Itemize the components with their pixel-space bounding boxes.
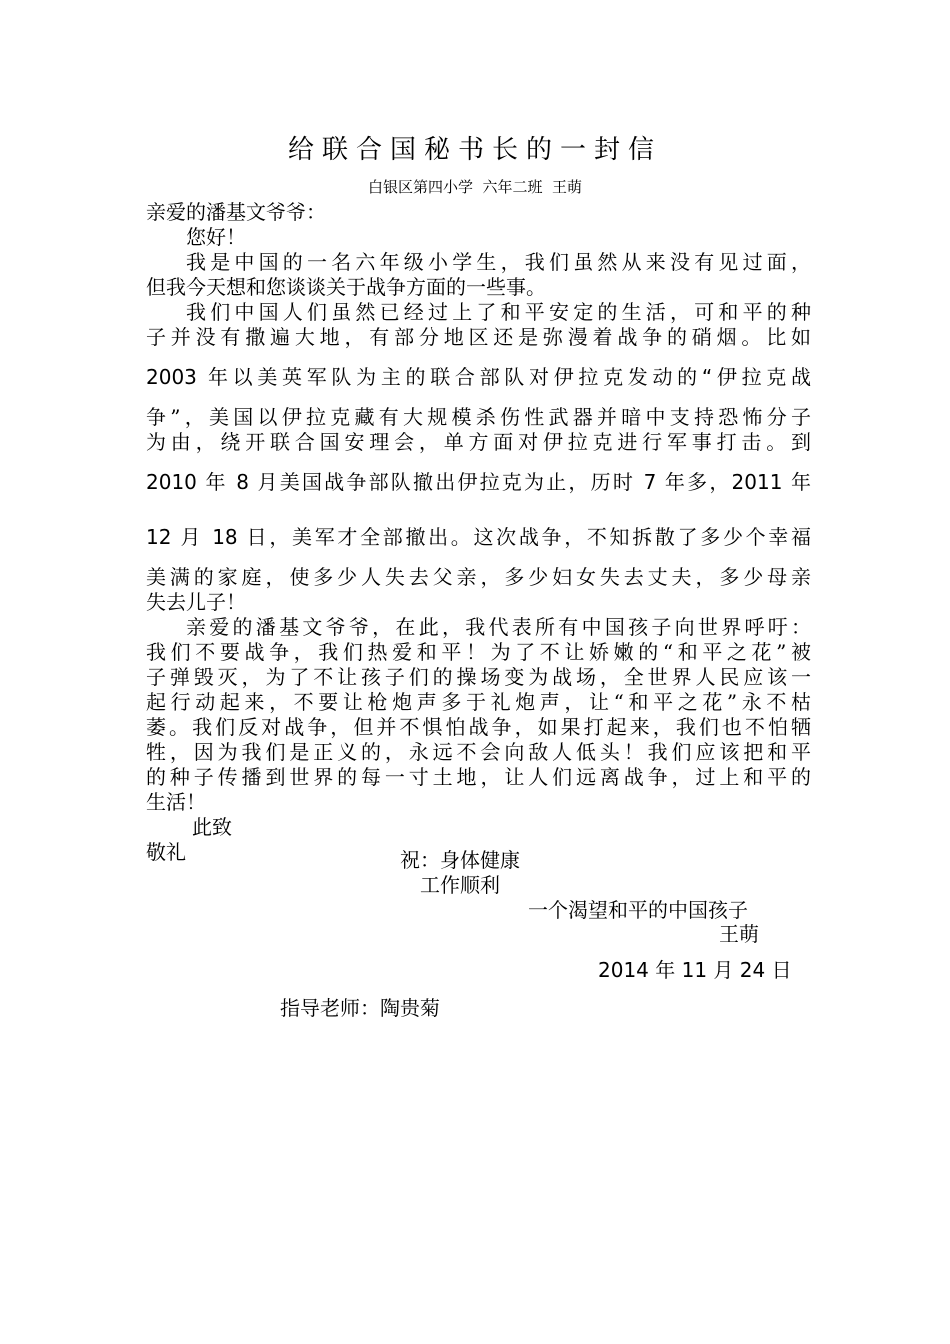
paragraph-line: 萎。我们反对战争，但并不惧怕战争，如果打起来，我们也不怕牺 xyxy=(146,715,811,739)
paragraph-line: 2003 年以美英军队为主的联合部队对伊拉克发动的“伊拉克战 xyxy=(146,365,811,389)
letter-greeting: 亲爱的潘基文爷爷： xyxy=(146,200,326,224)
paragraph-line: 子弹毁灭，为了不让孩子们的操场变为战场，全世界人民应该一 xyxy=(146,665,811,689)
letter-body xyxy=(146,200,811,865)
paragraph-line: 我是中国的一名六年级小学生，我们虽然从来没有见过面， xyxy=(186,250,811,274)
wish-work: 工作顺利 xyxy=(420,873,500,897)
paragraph-line: 2010 年 8 月美国战争部队撤出伊拉克为止，历时 7 年多，2011 年 xyxy=(146,470,811,494)
letter-title: 给联合国秘书长的一封信 xyxy=(287,135,662,165)
paragraph-line: 子并没有撒遍大地，有部分地区还是弥漫着战争的硝烟。比如 xyxy=(146,325,811,349)
teacher-credit: 指导老师：陶贵菊 xyxy=(280,996,440,1020)
paragraph-line: 亲爱的潘基文爷爷，在此，我代表所有中国孩子向世界呼吁： xyxy=(186,615,811,639)
paragraph-line: 起行动起来，不要让枪炮声多于礼炮声，让“和平之花”永不枯 xyxy=(146,690,811,714)
paragraph-line: 我们不要战争，我们热爱和平！为了不让娇嫩的“和平之花”被 xyxy=(146,640,811,664)
wish-health: 祝：身体健康 xyxy=(400,848,520,872)
paragraph-line: 为由，绕开联合国安理会，单方面对伊拉克进行军事打击。到 xyxy=(146,430,811,454)
closing-jing-li: 敬礼 xyxy=(146,840,186,864)
letter-hello: 您好！ xyxy=(186,225,246,249)
paragraph-line: 但我今天想和您谈谈关于战争方面的一些事。 xyxy=(146,275,546,299)
paragraph-line: 我们中国人们虽然已经过上了和平安定的生活，可和平的种 xyxy=(186,300,811,324)
paragraph-line: 12 月 18 日，美军才全部撤出。这次战争，不知拆散了多少个幸福 xyxy=(146,525,811,549)
paragraph-line: 失去儿子！ xyxy=(146,590,246,614)
letter-byline: 白银区第四小学 六年二班 王萌 xyxy=(367,178,583,196)
paragraph-line: 牲，因为我们是正义的，永远不会向敌人低头！我们应该把和平 xyxy=(146,740,811,764)
paragraph-line: 争”，美国以伊拉克藏有大规模杀伤性武器并暗中支持恐怖分子 xyxy=(146,405,811,429)
signature-name: 王萌 xyxy=(719,922,759,946)
paragraph-line: 生活！ xyxy=(146,790,206,814)
paragraph-line: 的种子传播到世界的每一寸土地，让人们远离战争，过上和平的 xyxy=(146,765,811,789)
letter-date: 2014 年 11 月 24 日 xyxy=(598,958,792,982)
paragraph-line: 美满的家庭，使多少人失去父亲，多少妇女失去丈夫，多少母亲 xyxy=(146,565,811,589)
closing-ci-zhi: 此致 xyxy=(192,815,232,839)
signature-line: 一个渴望和平的中国孩子 xyxy=(528,898,748,922)
